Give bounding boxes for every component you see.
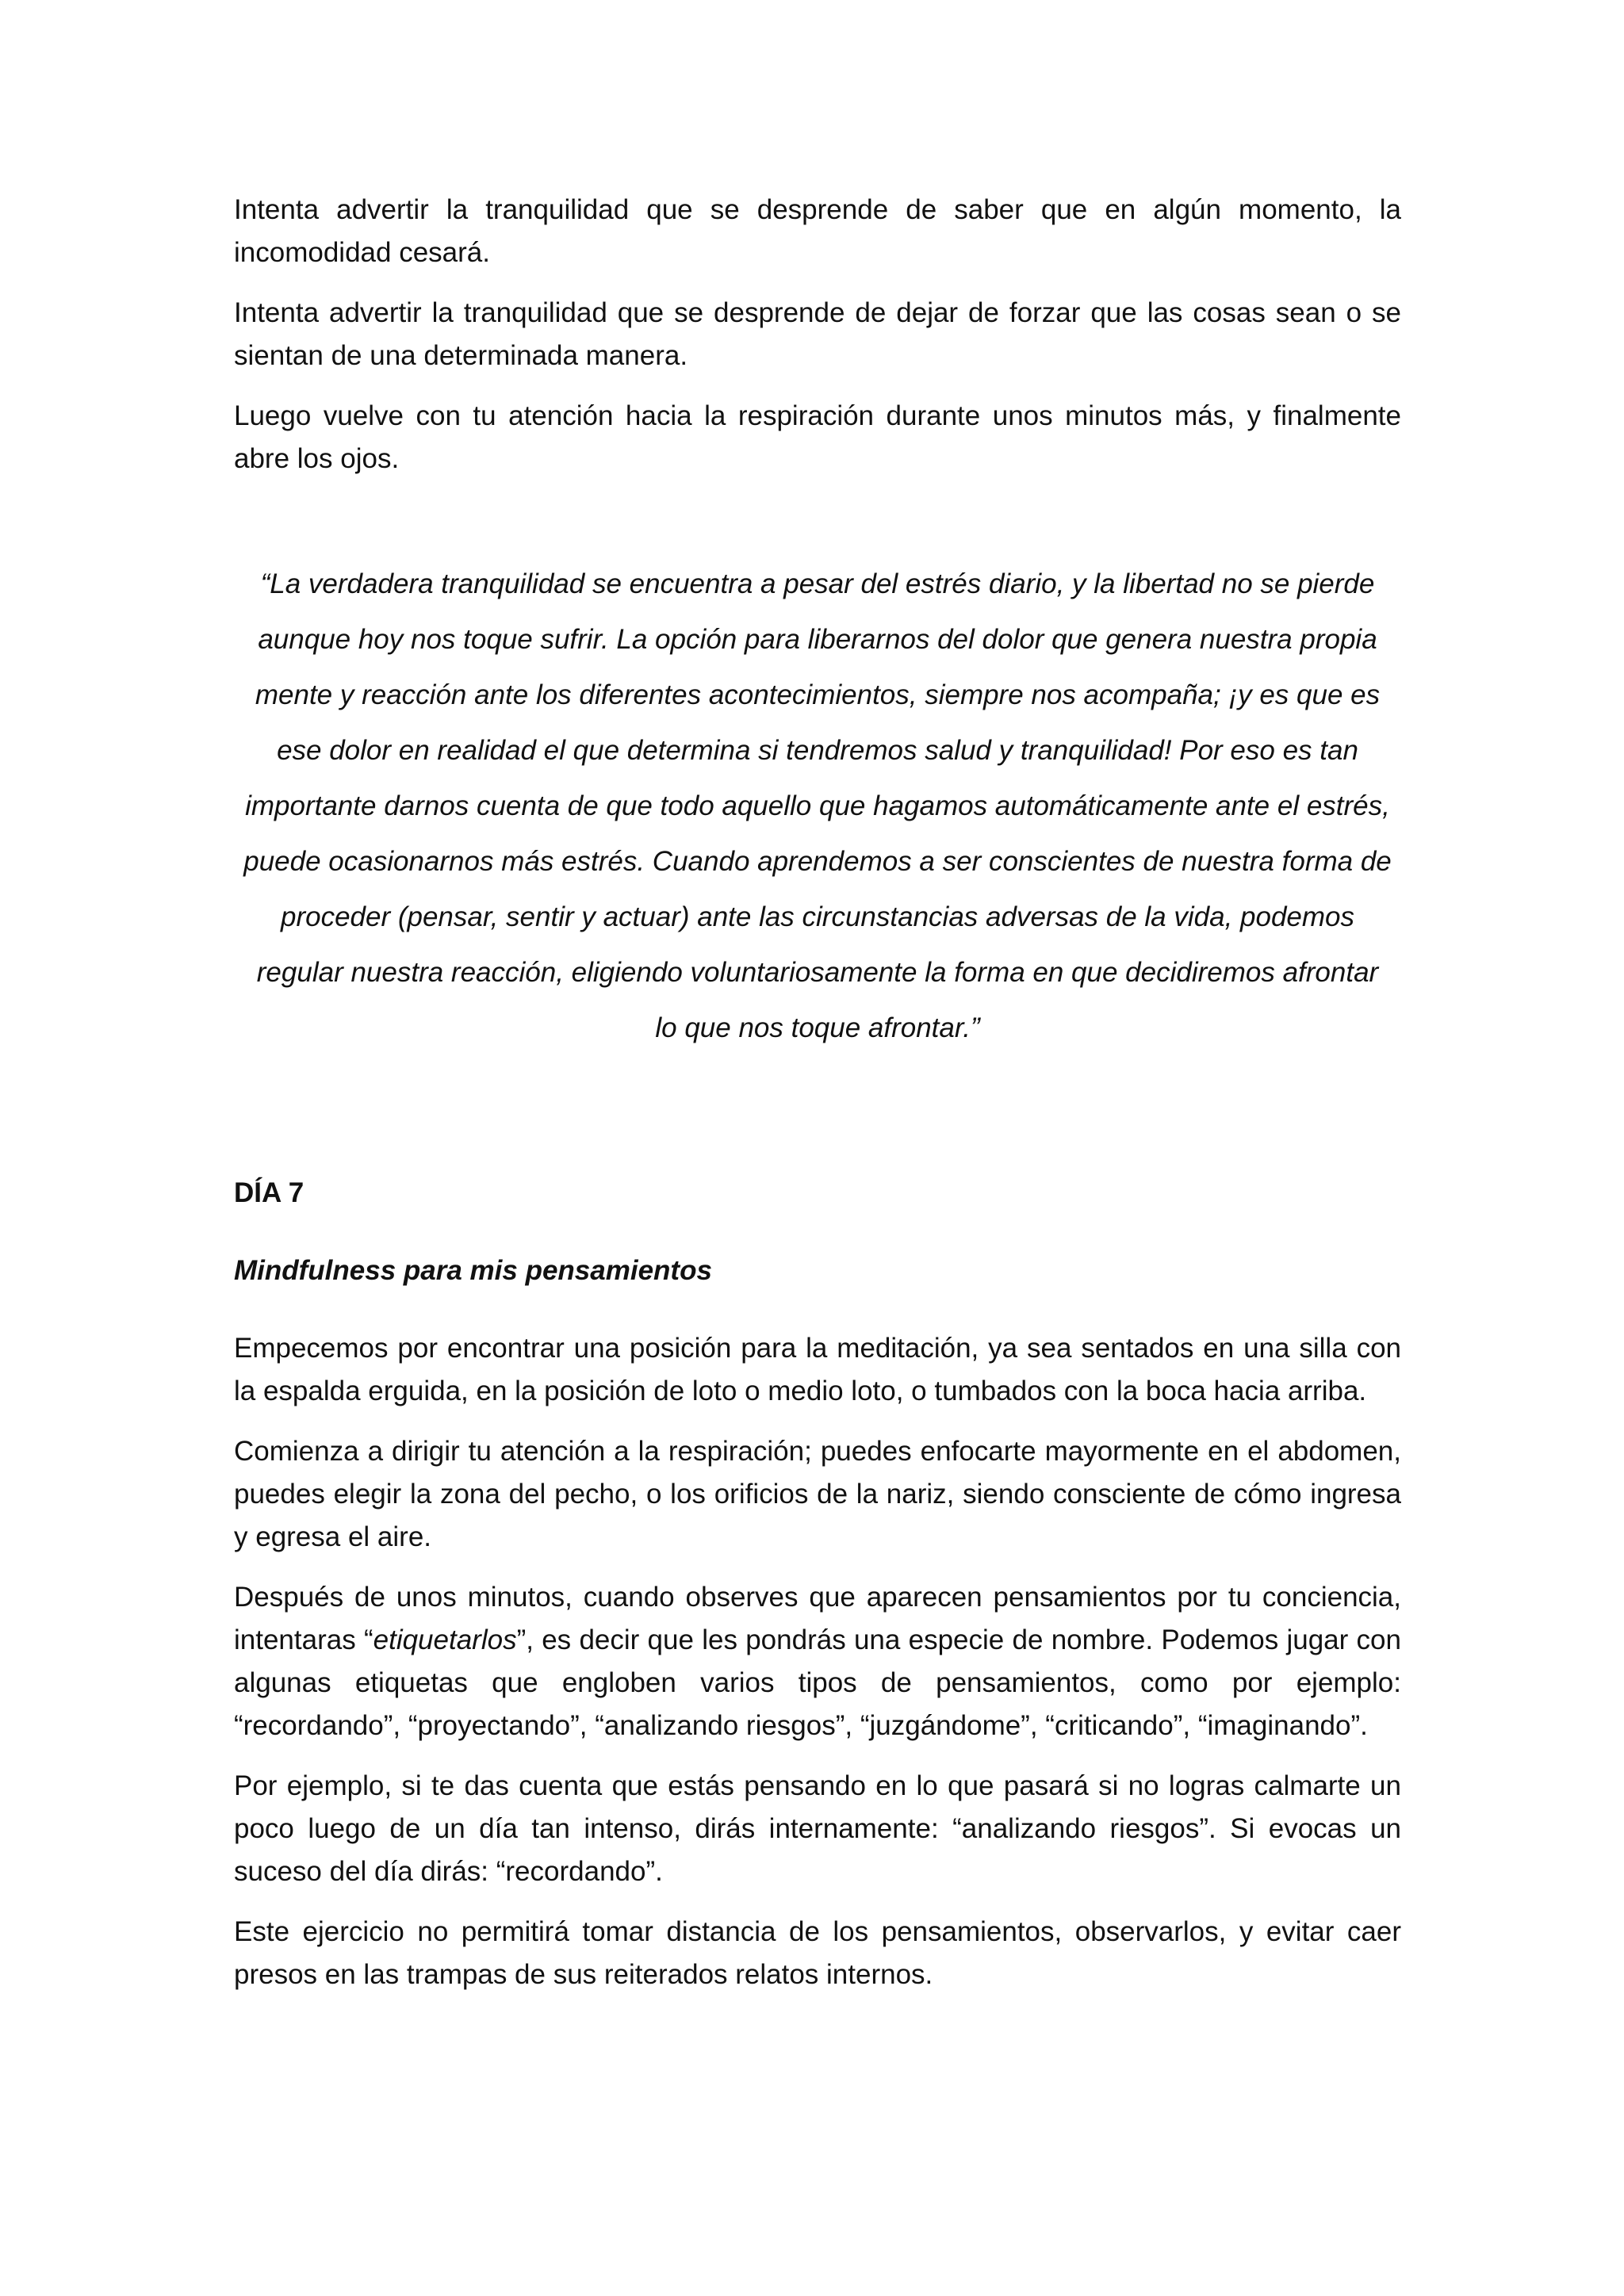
document-page — [234, 189, 1401, 1996]
day-heading: DÍA 7 — [234, 1177, 304, 1208]
day-paragraph-2: Comienza a dirigir tu atención a la respiración; puedes enfocarte mayormente en el abdomen, puedes elegir la zona del pecho, o los orificios de la nariz, siendo consciente de cómo ingresa y egresa el aire. — [234, 1436, 1401, 1552]
day-paragraph-3-start: Después de unos minutos, cuando observes que aparecen pensamientos por tu conciencia, intentaras “ — [234, 1582, 1401, 1655]
section-title: Mindfulness para mis pensamientos — [234, 1255, 712, 1286]
intro-paragraph-3: Luego vuelve con tu atención hacia la respiración durante unos minutos más, y finalmente abre los ojos. — [234, 400, 1401, 474]
day-paragraph-3-end: ”, es decir que les pondrás una especie de nombre. Podemos jugar con algunas etiquetas que engloben varios tipos de pensamientos, como por ejemplo: “recordando”, “proyectando”, “analizando riesgos”, “juzgándome”, “criticando”, “imaginando”. — [234, 1624, 1401, 1741]
day-paragraph-1: Empecemos por encontrar una posición para la meditación, ya sea sentados en una silla con la espalda erguida, en la posición de loto o medio loto, o tumbados con la boca hacia arriba. — [234, 1333, 1401, 1406]
day-paragraph-3 — [234, 1576, 1401, 1747]
day-paragraph-5: Este ejercicio no permitirá tomar distancia de los pensamientos, observarlos, y evitar caer presos en las trampas de sus reiterados relatos internos. — [234, 1916, 1401, 1990]
intro-paragraph-1: Intenta advertir la tranquilidad que se desprende de saber que en algún momento, la incomodidad cesará. — [234, 194, 1401, 268]
quote-block: “La verdadera tranquilidad se encuentra a pesar del estrés diario, y la libertad no se pierde aunque hoy nos toque sufrir. La opción para liberarnos del dolor que genera nuestra propia mente y reacción ante los diferentes acontecimientos, siempre nos acompaña; ¡y es que es ese dolor en realidad el que determina si tendremos salud y tranquilidad! Por eso es tan importante darnos cuenta de que todo aquello que hagamos automáticamente ante el estrés, puede ocasionarnos más estrés. Cuando aprendemos a ser conscientes de nuestra forma de proceder (pensar, sentir y actuar) ante las circunstancias adversas de la vida, podemos regular nuestra reacción, eligiendo voluntariosamente la forma en que decidiremos afrontar lo que nos toque afrontar.” — [243, 568, 1392, 1043]
day-paragraph-4: Por ejemplo, si te das cuenta que estás pensando en lo que pasará si no logras calmarte un poco luego de un día tan intenso, dirás internamente: “analizando riesgos”. Si evocas un suceso del día dirás: “recordando”. — [234, 1770, 1401, 1887]
day-paragraph-3-italic-term: etiquetarlos — [373, 1624, 517, 1655]
intro-paragraph-2: Intenta advertir la tranquilidad que se desprende de dejar de forzar que las cosas sean o se sientan de una determinada manera. — [234, 297, 1401, 371]
